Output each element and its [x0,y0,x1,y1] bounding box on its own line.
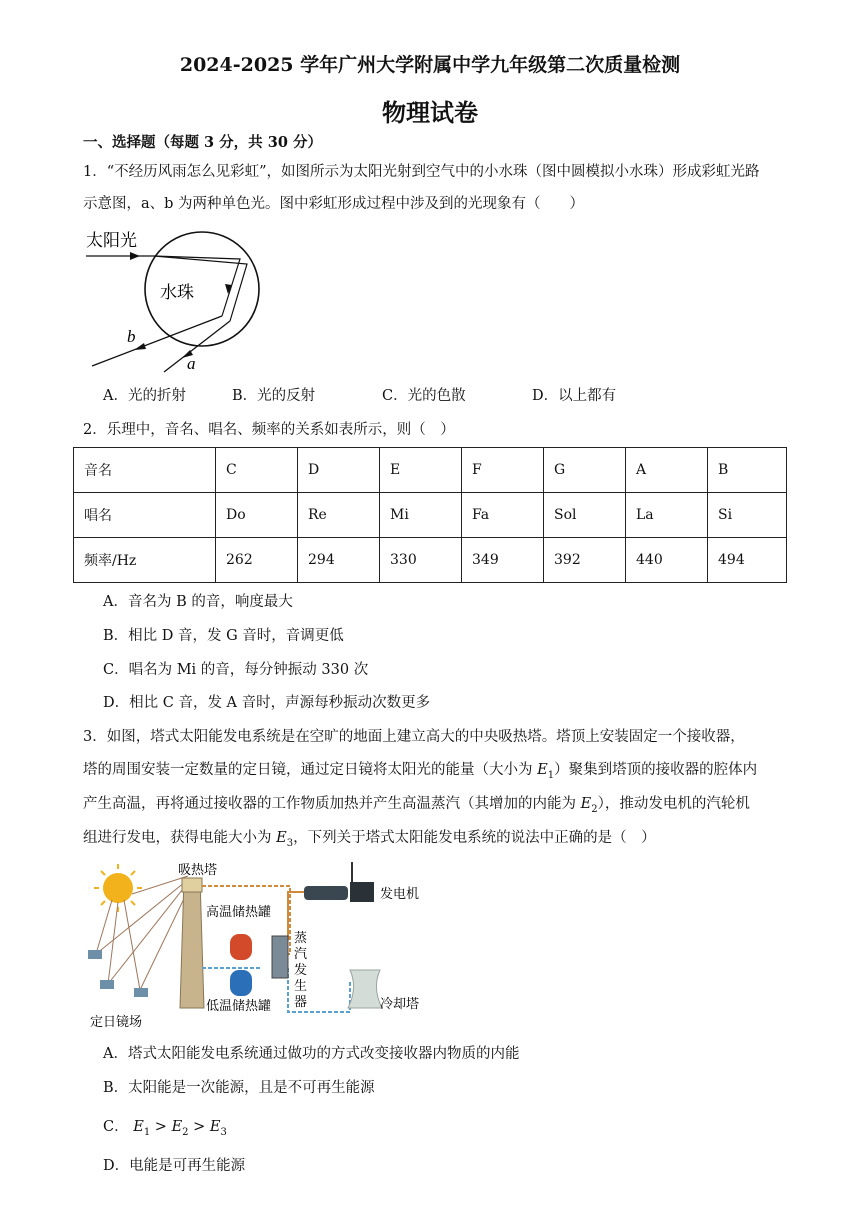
q3-line-4 [83,828,656,854]
q2-option-a[interactable]: A．音名为 B 的音，响度最大 [103,594,293,610]
q1-option-b[interactable]: B．光的反射 [232,388,316,404]
exit-ray-a [164,321,230,372]
hot-tank-icon [230,934,252,960]
tower-label: 吸热塔 [178,863,218,878]
ray-b-label: b [127,327,136,346]
sub-1: 1 [143,1126,151,1138]
cooling-tower-icon [348,970,382,1008]
music-table [73,447,787,583]
table-cell: A [626,448,708,493]
water-drop-label: 水珠 [160,283,194,302]
q1-line-1: 1．“不经历风雨怎么见彩虹”，如图所示为太阳光射到空气中的小水珠（图中圆模拟小水珠）形成彩虹光路 [83,164,760,180]
steam-gen-char: 蒸 [294,931,308,946]
cold-tank-icon [230,970,252,996]
table-cell: 330 [380,538,462,583]
q2-option-d[interactable]: D．相比 C 音，发 A 音时，声源每秒振动次数更多 [103,695,431,711]
q3-line-3 [83,794,750,820]
q1-line-2: 示意图，a、b 为两种单色光。图中彩虹形成过程中涉及到的光现象有（ ） [83,196,585,212]
var-e2-sub: 2 [591,803,598,815]
sub-3: 3 [220,1126,227,1138]
hot-tank-label: 高温储热罐 [206,905,272,920]
q1-option-a[interactable]: A．光的折射 [103,388,186,404]
exit-arrow-b-icon [134,343,146,350]
table-cell: 262 [216,538,298,583]
table-cell: Sol [544,493,626,538]
q3-option-a[interactable]: A．塔式太阳能发电系统通过做功的方式改变接收器内物质的内能 [103,1046,520,1062]
table-cell: 494 [708,538,787,583]
q3-line-2 [83,760,757,786]
q3-line-2a: 塔的周围安装一定数量的定日镜，通过定日镜将太阳光的能量（大小为 [83,762,538,778]
table-cell: 440 [626,538,708,583]
table-cell: Re [298,493,380,538]
generator-label: 发电机 [380,887,420,902]
steam-gen-char: 汽 [294,947,308,962]
q1-option-d[interactable]: D．以上都有 [532,388,617,404]
q2-option-c[interactable]: C．唱名为 Mi 的音，每分钟振动 330 次 [103,662,369,678]
tower-shape [180,878,204,1008]
table-cell: Mi [380,493,462,538]
heliostat-icons [88,950,148,997]
var-e1: E [537,762,548,778]
q3-line-1: 3．如图，塔式太阳能发电系统是在空旷的地面上建立高大的中央吸热塔。塔顶上安装固定一个接收器， [83,729,745,745]
ray-arrow-icon [130,252,140,260]
cooling-tower-label: 冷却塔 [380,997,420,1012]
steam-gen-char: 发 [294,963,308,978]
rainbow-diagram [82,226,282,374]
gt-symbol: > [193,1119,206,1135]
table-cell: Do [216,493,298,538]
steam-generator-icon [272,936,288,978]
table-cell: G [544,448,626,493]
table-cell: 唱名 [74,493,216,538]
var-e1-sub: 1 [547,769,555,781]
var-e3: E [276,830,287,846]
table-cell: E [380,448,462,493]
q3-line-3a: 产生高温，再将通过接收器的工作物质加热并产生高温蒸汽（其增加的内能为 [83,796,581,812]
var-e3-sub: 3 [286,837,294,849]
steam-gen-char: 器 [294,995,308,1010]
cold-tank-label: 低温储热罐 [206,999,272,1014]
ray-a-label: a [187,354,196,373]
q1-option-c[interactable]: C．光的色散 [382,388,466,404]
section-heading: 一、选择题（每题 3 分，共 30 分） [83,134,322,151]
table-cell: Si [708,493,787,538]
sub-2: 2 [182,1126,189,1138]
table-cell: Fa [462,493,544,538]
table-row [74,448,787,493]
turbine-generator-icon [304,862,374,902]
exam-title: 2024-2025 学年广州大学附属中学九年级第二次质量检测 [179,54,681,76]
q2-option-b[interactable]: B．相比 D 音，发 G 音时，音调更低 [103,628,344,644]
q3-option-d[interactable]: D．电能是可再生能源 [103,1158,246,1174]
q3-line-4a: 组进行发电，获得电能大小为 [83,830,277,846]
table-cell: La [626,493,708,538]
q3-option-b[interactable]: B．太阳能是一次能源，且是不可再生能源 [103,1080,375,1096]
q3-line-4b: ，下列关于塔式太阳能发电系统的说法中正确的是（ ） [293,830,656,846]
var-e2: E [580,796,592,812]
exam-subtitle: 物理试卷 [382,98,478,127]
table-cell: C [216,448,298,493]
heliostat-label: 定日镜场 [90,1015,143,1030]
table-cell: D [298,448,380,493]
gt-symbol: > [154,1119,167,1135]
table-cell: 349 [462,538,544,583]
table-cell: F [462,448,544,493]
table-cell: 音名 [74,448,216,493]
steam-gen-char: 生 [294,979,308,994]
q3-line-3b: ），推动发电机的汽轮机 [597,796,750,812]
sunlight-label: 太阳光 [86,231,137,250]
var-e: E [133,1119,144,1135]
var-e: E [209,1119,221,1135]
receiver-shape [182,878,202,892]
table-cell: 294 [298,538,380,583]
q3-option-c[interactable] [103,1117,227,1143]
q2-stem: 2．乐理中，音名、唱名、频率的关系如表所示，则（ ） [83,422,455,438]
table-cell: 392 [544,538,626,583]
table-cell: B [708,448,787,493]
var-e: E [171,1119,183,1135]
table-cell: 频率/Hz [74,538,216,583]
q3-option-c-label: C． [103,1119,129,1135]
q3-line-2b: ）聚集到塔顶的接收器的腔体内 [554,762,758,778]
table-row [74,493,787,538]
table-row [74,538,787,583]
solar-tower-diagram [82,858,442,1034]
